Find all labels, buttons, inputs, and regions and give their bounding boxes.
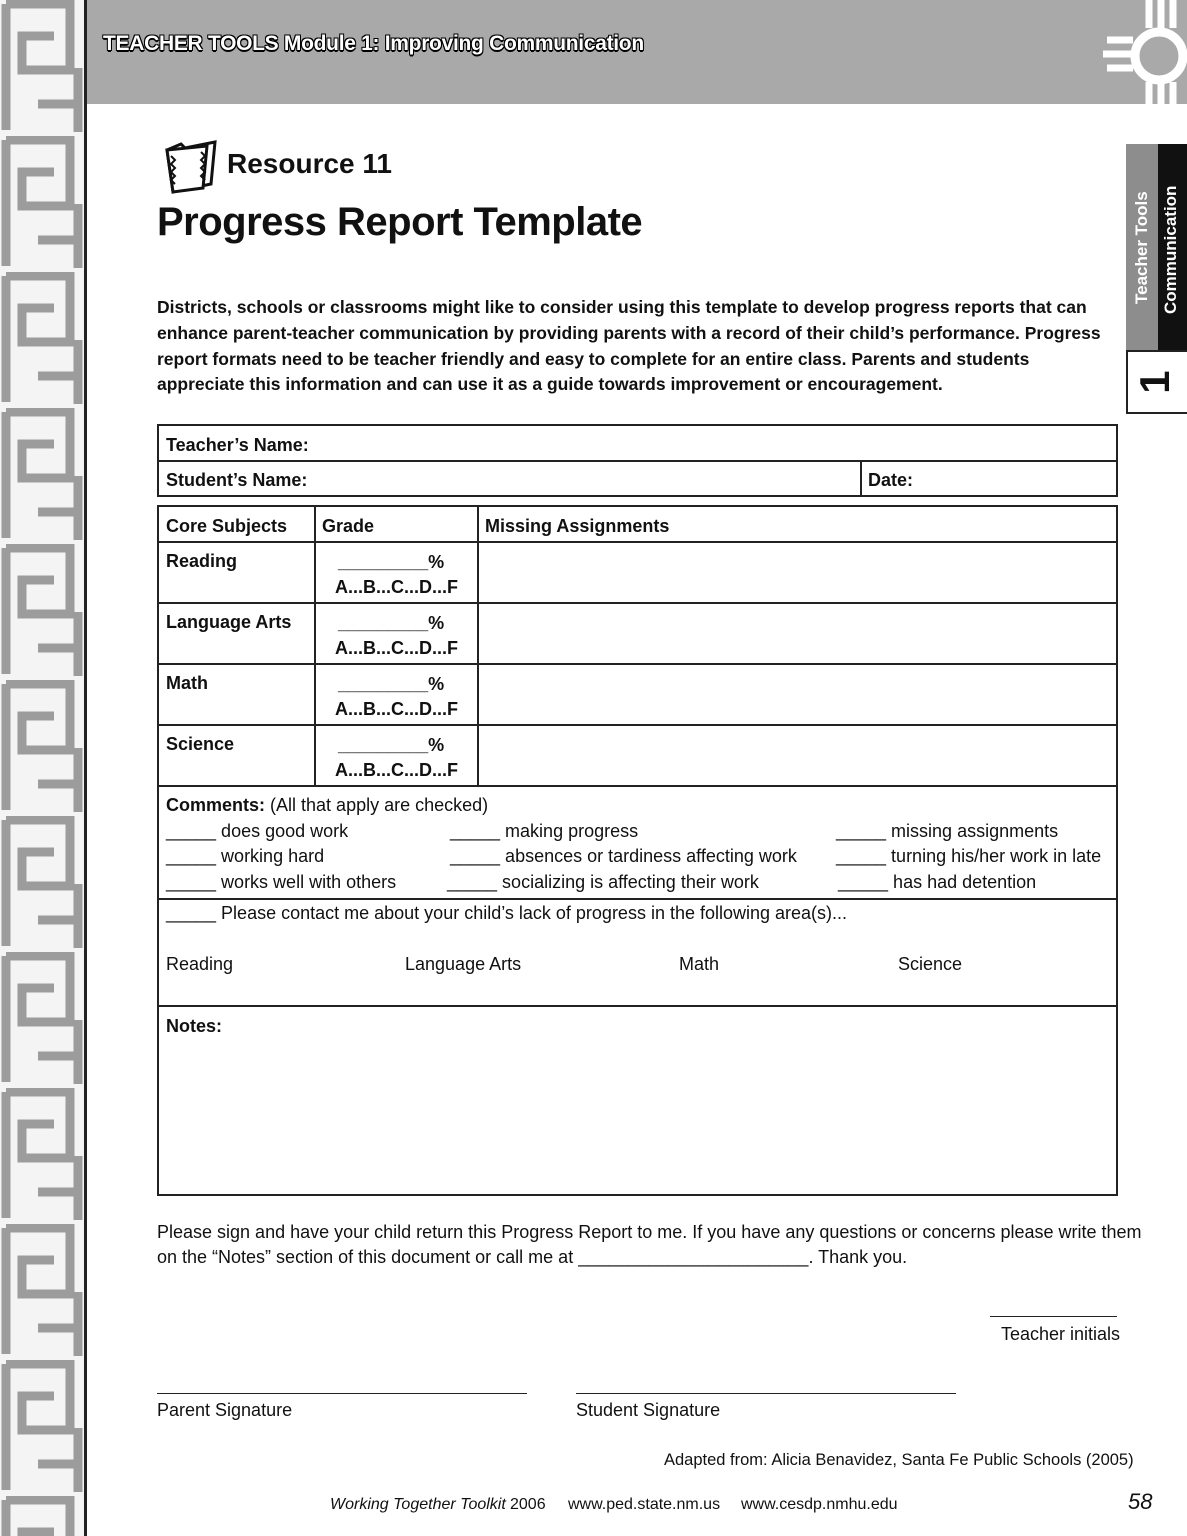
side-tab-line1: Teacher Tools: [1132, 191, 1151, 304]
header-missing-assignments: Missing Assignments: [485, 516, 670, 536]
comment-option: _____ has had detention: [838, 872, 1037, 892]
comment-option: _____ works well with others: [166, 872, 397, 892]
divider: [159, 1005, 1116, 1007]
resource-label: Resource 11: [227, 148, 392, 179]
contact-area-science: Science: [898, 954, 963, 974]
header-grade: Grade: [322, 516, 375, 536]
side-tab-line2: Communication: [1161, 185, 1180, 314]
grade-percent-blank: _________%: [338, 674, 445, 694]
contact-area-language-arts: Language Arts: [405, 954, 522, 974]
comments-label: Comments:: [166, 795, 266, 815]
divider: [314, 507, 316, 785]
teacher-initials-label: Teacher initials: [1001, 1324, 1121, 1344]
closing-line-1: Please sign and have your child return this Progress Report to me. If you have any questions or concerns please write them: [157, 1222, 1142, 1242]
side-tab: [1126, 144, 1187, 412]
contact-area-reading: Reading: [166, 954, 234, 974]
header-band: [87, 0, 1187, 104]
date-label: Date:: [868, 470, 914, 490]
grade-letters: A...B...C...D...F: [335, 577, 459, 597]
contact-area-math: Math: [679, 954, 720, 974]
grade-percent-blank: _________%: [338, 735, 445, 755]
divider: [159, 602, 1116, 604]
comment-option: _____ turning his/her work in late: [836, 846, 1102, 866]
grade-percent-blank: _________%: [338, 613, 445, 633]
header-title: TEACHER TOOLS Module 1: Improving Communication: [103, 32, 644, 55]
divider: [159, 460, 1116, 462]
divider: [159, 724, 1116, 726]
footer-url-cesdp[interactable]: www.cesdp.nmhu.edu: [741, 1496, 898, 1513]
grade-letters: A...B...C...D...F: [335, 699, 459, 719]
grade-percent-blank: _________%: [338, 552, 445, 572]
teacher-initials-line: [990, 1316, 1117, 1317]
student-signature-line: [576, 1393, 956, 1394]
parent-signature-line: [157, 1393, 527, 1394]
zia-sun-icon: [1067, 0, 1187, 104]
comments-note: (All that apply are checked): [270, 795, 489, 815]
divider: [159, 663, 1116, 665]
intro-paragraph: Districts, schools or classrooms might like to consider using this template to develop progress reports that can enhance parent-teacher communication by providing parents with a record of their child’s performance. Progress report formats need to be teacher friendly and easy to complete for an entire class. Parents and students appreciate this information and can use it as a guide towards improvement or encouragement.: [157, 297, 1101, 395]
student-signature-label: Student Signature: [576, 1400, 721, 1420]
greek-key-pattern: [0, 0, 84, 1536]
comments-heading: [166, 795, 488, 816]
subject-language-arts: Language Arts: [166, 612, 292, 632]
side-tab-number: 1: [1131, 370, 1178, 394]
comment-option: _____ missing assignments: [836, 821, 1059, 841]
grade-letters: A...B...C...D...F: [335, 760, 459, 780]
divider: [159, 898, 1116, 900]
divider: [159, 541, 1116, 543]
folder-icon: [163, 140, 219, 194]
page-title: Progress Report Template: [157, 200, 643, 244]
contact-request-line: _____ Please contact me about your child’s lack of progress in the following area(s)...: [166, 903, 848, 923]
notes-label: Notes:: [166, 1016, 223, 1036]
closing-line-2: on the “Notes” section of this document or call me at _______________________. Thank you.: [157, 1247, 908, 1267]
footer-url-ped[interactable]: www.ped.state.nm.us: [568, 1496, 721, 1513]
divider: [860, 461, 862, 495]
footer-year: 2006: [510, 1496, 546, 1513]
subject-math: Math: [166, 673, 208, 693]
parent-signature-label: Parent Signature: [157, 1400, 293, 1420]
border-divider: [84, 0, 87, 1536]
student-name-label: Student’s Name:: [166, 470, 308, 490]
subject-science: Science: [166, 734, 235, 754]
page-number: 58: [1128, 1489, 1153, 1514]
comment-option: _____ making progress: [450, 821, 639, 841]
grade-letters: A...B...C...D...F: [335, 638, 459, 658]
comment-option: _____ socializing is affecting their work: [447, 872, 759, 892]
comment-option: _____ absences or tardiness affecting work: [450, 846, 797, 866]
header-core-subjects: Core Subjects: [166, 516, 288, 536]
subjects-table: [157, 505, 1118, 787]
adapted-credit: Adapted from: Alicia Benavidez, Santa Fe Public Schools (2005): [664, 1451, 1134, 1469]
footer-toolkit: Working Together Toolkit: [330, 1496, 506, 1513]
decorative-border: [0, 0, 84, 1536]
comment-option: _____ does good work: [166, 821, 349, 841]
comment-option: _____ working hard: [166, 846, 325, 866]
divider: [477, 507, 479, 785]
subject-reading: Reading: [166, 551, 238, 571]
teacher-name-label: Teacher’s Name:: [166, 435, 309, 455]
